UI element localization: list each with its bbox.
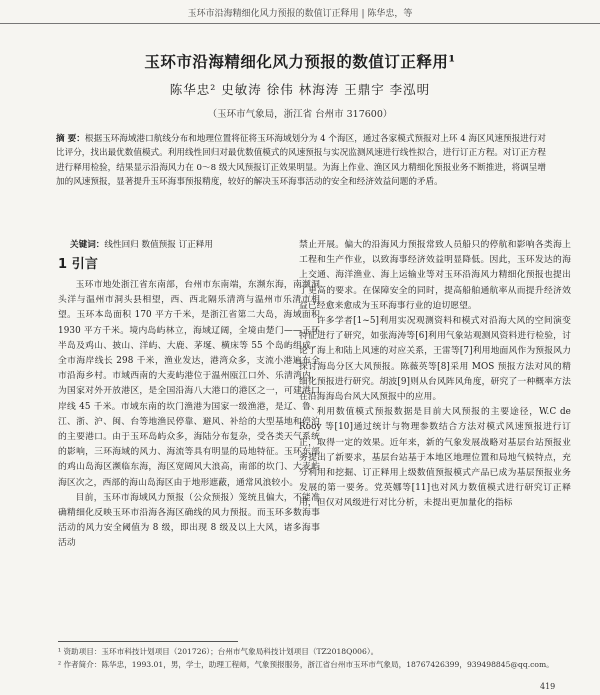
paper-title: 玉环市沿海精细化风力预报的数值订正释用¹ bbox=[144, 52, 456, 71]
footnote-divider bbox=[58, 641, 238, 642]
body-paragraph: 目前，玉环市海域风力预报（公众预报）笼统且偏大，不能准确精细化反映玉环市沿海各海区确线的风力预报。而玉环多数海事活动的风力安全阈值为 8 级，即出现 8 级及以上大风，诸多海事活动 bbox=[58, 492, 320, 549]
author-list: 陈华忠² 史敏涛 徐伟 林海涛 王鼎宇 李泓明 bbox=[169, 82, 431, 97]
keywords-label: 关键词： bbox=[70, 240, 105, 250]
abstract bbox=[56, 132, 546, 189]
body-paragraph: 禁止开展。偏大的沿海风力预报常致人员船只的停航和影响各类海上工程和生产作业，以致海事经济效益明显降低。因此，玉环发达的海上交通、海洋渔业、海上运输业等对玉环沿海风力精细化预报也提出了更高的要求。在保障安全的同时，提高船舶通航率从而提升经济效益已经愈来愈成为玉环海事行业的迫切愿望。 bbox=[299, 240, 571, 311]
page-number: 419 bbox=[540, 682, 556, 691]
right-column bbox=[299, 238, 571, 512]
body-paragraph: 玉环市地处浙江省东南部，台州市东南端，东濒东海，南濒洞头洋与温州市洞头县相望，西、西北隔乐清湾与温州市乐清市相望。玉环本岛面积 170 平方千米，是浙江省第二大岛，海域面积 1930 平方千米。境内岛屿林立，海域辽阔，全境由楚门——玉环半岛及鸡山、披山、洋屿、大鹿、茅埏、横床等 55 个岛屿组成，全市海岸线长 298 千米，渔业发达，港湾众多，支流小港遍布全市沿海乡村。市域西南的大麦屿港位于温州瓯江口外、乐清湾内，为国家对外开放港区，是全国沿海八大港口的港区之一，可建港口岸线 45 千米。市域东南的坎门渔港为国家一级渔港，是辽、鲁、江、浙、沪、闽、台等地渔民停靠、避风、补给的大型基地和停泊的主要港口。由于玉环岛屿众多，海陆分布复杂，受各类天气系统的影响，三环海域的风力、海流等具有明显的局地特征。玉环东部的鸡山岛海区濒临东海，海区宽阔风大浪高，南部的坎门、大麦屿海区次之，西部的海山岛海区由于地形遮蔽，通常风浪较小。 bbox=[58, 280, 320, 488]
footnote-author-bio: ² 作者简介：陈华忠，1993.01，男，学士，助理工程师，气象预报服务，浙江省台州市玉环市气象局，18767426399，939498845@qq.com。 bbox=[58, 660, 554, 669]
affiliation: （玉环市气象局，浙江省 台州市 317600） bbox=[207, 109, 393, 120]
running-head: 玉环市沿海精细化风力预报的数值订正释用 | 陈华忠，等 bbox=[0, 6, 600, 24]
section-heading-introduction: 1 引言 bbox=[58, 257, 98, 272]
left-column bbox=[58, 240, 320, 552]
footnote-funding: ¹ 资助项目：玉环市科技计划项目（201726）；台州市气象局科技计划项目（TZ2018Q006）。 bbox=[58, 647, 379, 656]
footnotes bbox=[58, 645, 568, 671]
keywords-text: 线性回归 数值预报 订正释用 bbox=[104, 240, 213, 250]
abstract-label: 摘 要： bbox=[56, 134, 85, 144]
body-paragraph: 许多学者[1~5]利用实况观测资料和模式对沿海大风的空间演变特征进行了研究，如张海涛等[6]利用气象站观测风资料进行检验，讨论了海上和陆上风速的对应关系，王雷等[7]利用地面风作为预报风力探讨海岛分区大风预报。陈薇英等[8]采用 MOS 预报方法对风的精细化预报进行研究。胡波[9]则从台风阵风角度，研究了一种概率方法在沿海海岛台风大风预报中的应用。 bbox=[299, 316, 571, 403]
abstract-text: 根据玉环海域港口航线分布和地理位置将征将玉环海域划分为 4 个海区，通过各家模式预报对上环 4 海区风速预报进行对比评分，找出最优数值模式。利用线性回归对最优数值模式的风速预报与实况监测风速进行线性拟合，进行订正方程。对订正方程进行释用检验，结果显示沿海风力在 0～8 级大风预报订正效果明显。为海上作业、渔区风力精细化预报业务不断推进，将调呈增加的风速预报，显著提升玉环海事预报精度，较好的解决玉环海事活动的安全和经济效益问题的矛盾。 bbox=[56, 134, 546, 187]
body-paragraph: 利用数值模式预报数据是目前大风预报的主要途径，W.C de Rooy 等[10]通过统计与物理参数结合方法对模式风速预报进行订正，取得一定的效果。近年来，新的气象发展战略对基层台站预报业务提出了新要求，基层台站基于本地区地理位置和局地气候特点，充分利用和挖掘、订正释用上级数值预报模式产品已成为基层预报业务发展的第一要务。党英娜等[11]也对风力数值模式进行研究订正释用，但仅对风级进行对比分析，未提出更加量化的指标 bbox=[299, 407, 571, 509]
